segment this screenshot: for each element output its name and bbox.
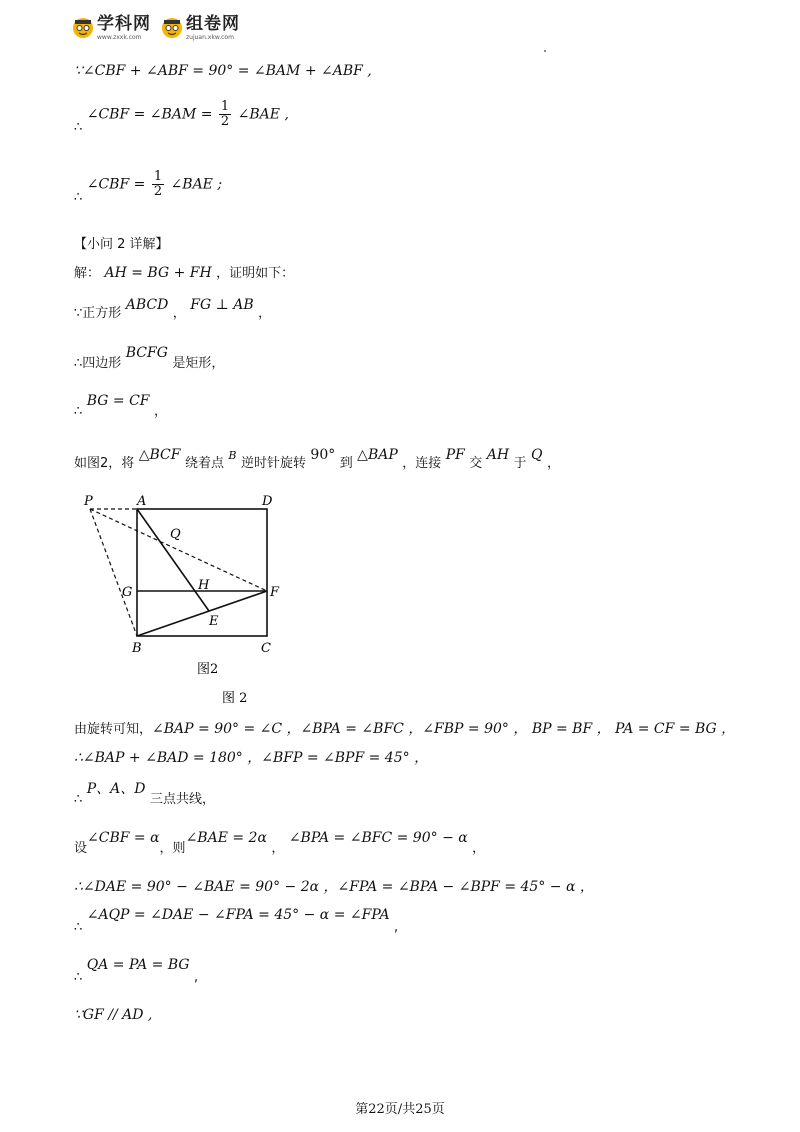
math-text: △BCF — [138, 447, 181, 463]
label-text: 于 — [513, 456, 527, 471]
label-q: Q — [170, 527, 181, 542]
punct: ， — [153, 404, 167, 419]
line-r5 — [74, 878, 594, 896]
punct: ， — [271, 841, 285, 856]
label-text: 交 — [469, 456, 483, 471]
logo1-url: www.zxxk.com — [97, 33, 142, 41]
math-text: ∠BPA = ∠BFC = 90° − α — [288, 830, 468, 846]
punct: ， — [172, 306, 186, 321]
segment-bf — [137, 591, 267, 636]
label-text: 逆时针旋转 — [240, 456, 306, 471]
label-text: 到 — [339, 456, 353, 471]
line-s3 — [74, 344, 225, 371]
label-d: D — [262, 494, 273, 509]
punct: , — [394, 920, 399, 935]
math-text: FG ⊥ AB — [190, 297, 254, 313]
math-text: B — [228, 449, 237, 462]
label-text: 解： — [74, 266, 101, 281]
label-text: 绕着点 — [184, 456, 224, 471]
therefore-sign: ∴ — [74, 920, 83, 935]
math-text: Q — [531, 447, 543, 463]
line-2 — [74, 99, 289, 135]
label-text: 是矩形， — [172, 356, 225, 371]
label-text: 由旋转可知， — [74, 722, 153, 737]
label-text: 三点共线， — [149, 792, 215, 807]
logo2-name: 组卷网 — [186, 13, 240, 34]
logo-xuekewang — [72, 13, 151, 41]
denominator: 2 — [220, 114, 230, 129]
line-r3 — [74, 780, 215, 807]
label-text: ∵正方形 — [74, 306, 122, 321]
line-r4 — [74, 829, 486, 856]
line-s5 — [74, 446, 560, 471]
therefore-sign: ∴ — [74, 404, 83, 419]
segment-pf — [90, 509, 267, 591]
logo-zujuanwang — [161, 13, 240, 41]
page-footer: 第22页/共25页 — [355, 1102, 445, 1117]
math-text: ∠CBF = α — [87, 830, 160, 846]
line-r7 — [74, 956, 199, 985]
math-text: PF — [445, 447, 465, 463]
math-text: AH — [486, 447, 510, 463]
line-r6 — [74, 906, 399, 935]
label-text: ，连接 — [402, 456, 442, 471]
math-text: AH = BG + FH — [104, 265, 212, 281]
label-h: H — [198, 578, 210, 593]
label-e: E — [209, 614, 219, 629]
math-text: BG = CF — [86, 393, 150, 409]
smiley-logo-icon — [72, 17, 94, 39]
fraction-half — [219, 100, 231, 129]
section-title: 【小问 2 详解】 — [74, 237, 169, 252]
header-logos — [72, 12, 240, 44]
math-text: ∠BAE ; — [170, 176, 223, 193]
segment-ae — [137, 509, 209, 611]
denominator: 2 — [153, 184, 163, 199]
punct: , — [194, 970, 199, 985]
math-text: ∠CBF = ∠BAM = — [86, 106, 213, 123]
line-s1 — [74, 264, 294, 283]
math-text: ABCD — [125, 297, 169, 313]
math-text: ∠BAP = 90° = ∠C ，∠BPA = ∠BFC ，∠FBP = 90° ， BP = BF ， PA = CF = BG ， — [152, 721, 736, 737]
therefore-sign: ∴ — [74, 119, 83, 135]
label-c: C — [261, 641, 271, 656]
math-text: BCFG — [125, 345, 168, 361]
numerator: 1 — [153, 169, 163, 184]
line-s2 — [74, 296, 272, 321]
label-text: 如图2，将 — [74, 456, 135, 471]
figure-caption-outer: 图 2 — [222, 691, 248, 706]
label-a: A — [137, 494, 147, 509]
math-text: ∴∠BAP + ∠BAD = 180° ，∠BFP = ∠BPF = 45° ， — [74, 750, 429, 766]
math-text: ∠BAE , — [237, 106, 289, 123]
punct: ， — [258, 306, 272, 321]
therefore-sign: ∴ — [74, 970, 83, 985]
label-f: F — [270, 585, 280, 600]
line-r8 — [74, 1006, 152, 1024]
label-g: G — [122, 585, 133, 600]
square-abcd — [137, 509, 267, 636]
label-text: ，证明如下： — [216, 266, 295, 281]
stray-dot — [544, 50, 546, 52]
label-text: 设 — [74, 841, 88, 856]
numerator: 1 — [220, 99, 230, 114]
math-text: 90° — [310, 447, 336, 463]
line-1 — [74, 62, 372, 80]
line-r1 — [74, 720, 735, 739]
fraction-half — [152, 170, 164, 199]
math-text: ∠BAE = 2α — [185, 830, 267, 846]
math-text: P、A、D — [86, 781, 146, 797]
label-text: ，则 — [159, 841, 186, 856]
logo2-url: zujuan.xkw.com — [186, 33, 234, 41]
geometry-figure — [80, 490, 320, 720]
punct: ， — [546, 456, 560, 471]
label-text: ∴四边形 — [74, 356, 122, 371]
math-text: ∠CBF = — [86, 176, 146, 193]
figure-caption-inner: 图2 — [197, 662, 219, 677]
math-text: ∠AQP = ∠DAE − ∠FPA = 45° − α = ∠FPA — [86, 907, 390, 923]
label-b: B — [132, 641, 142, 656]
math-text: QA = PA = BG — [86, 957, 190, 973]
therefore-sign: ∴ — [74, 792, 83, 807]
math-text: △BAP — [357, 447, 398, 463]
logo1-name: 学科网 — [97, 13, 151, 34]
math-text: ∵GF // AD , — [74, 1007, 153, 1023]
math-text: ∴∠DAE = 90° − ∠BAE = 90° − 2α ，∠FPA = ∠BPA − ∠BPF = 45° − α ， — [74, 879, 594, 895]
line-s4 — [74, 392, 167, 419]
label-p: P — [84, 494, 93, 509]
smiley-logo-icon — [161, 17, 183, 39]
line-r2 — [74, 749, 428, 767]
math-text: ∵∠CBF + ∠ABF = 90° = ∠BAM + ∠ABF , — [74, 63, 372, 79]
punct: ， — [472, 841, 486, 856]
line-3 — [74, 169, 223, 205]
therefore-sign: ∴ — [74, 189, 83, 205]
